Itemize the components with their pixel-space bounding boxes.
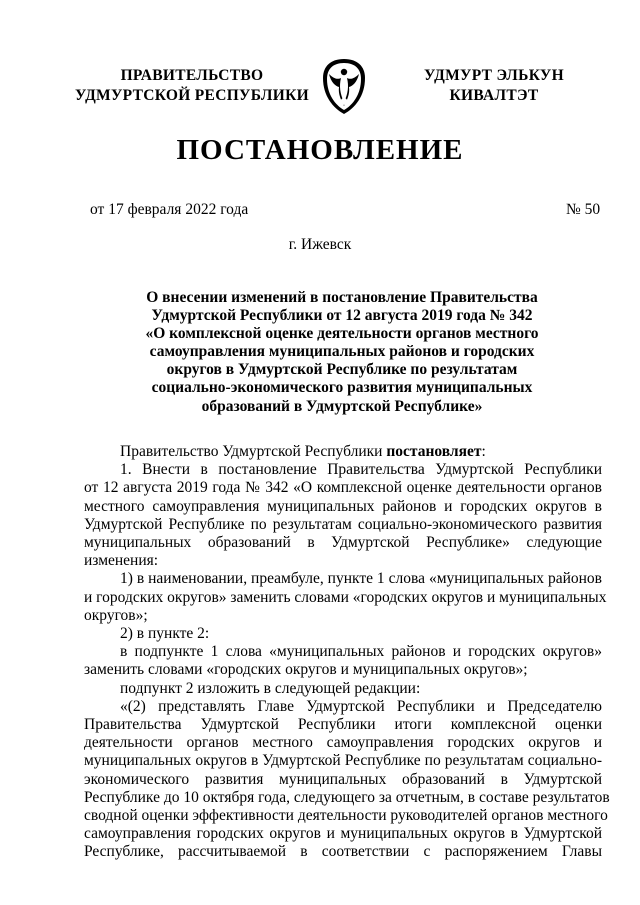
body-line: сводной оценки эффективности деятельности руководителей органов местного — [84, 807, 608, 825]
document-title: ПОСТАНОВЛЕНИЕ — [176, 134, 464, 166]
body-line: Республике, рассчитываемой в соответствии с распоряжением Главы — [84, 843, 602, 861]
body-line: округов»; — [84, 606, 148, 624]
subject-line: округов в Удмуртской Республике по результатам — [166, 361, 518, 379]
body-line: муниципальных округов в Удмуртской Республике по результатам социально- — [84, 752, 602, 770]
body-line: от 12 августа 2019 года № 342 «О комплексной оценке деятельности органов — [84, 479, 602, 497]
body-line: 2) в пункте 2: — [120, 625, 210, 643]
header-left — [70, 66, 314, 106]
subject-line: образований в Удмуртской Республике» — [201, 397, 483, 415]
body-line: муниципальных образований в Удмуртской Республике» следующие — [84, 534, 602, 552]
body-line: Удмуртской Республике по результатам социально-экономического развития — [84, 515, 602, 533]
subject-line: О внесении изменений в постановление Правительства — [146, 289, 538, 306]
intro-line — [84, 443, 602, 461]
subject-line: «О комплексной оценке деятельности органов местного — [145, 325, 539, 343]
subject-line: самоуправления муниципальных районов и городских — [149, 343, 535, 361]
body-line: «(2) представлять Главе Удмуртской Республики и Председателю — [120, 697, 602, 715]
body-line: Правительства Удмуртской Республики итоги комплексной оценки — [84, 716, 602, 734]
subject-line: Удмуртской Республики от 12 августа 2019 года № 342 — [151, 307, 533, 325]
document-date: от 17 февраля 2022 года — [90, 201, 249, 218]
body-line: Республике до 10 октября года, следующего за отчетным, в составе результатов — [84, 788, 610, 806]
intro-prefix: Правительство Удмуртской Республики — [120, 443, 387, 460]
document-subject — [120, 289, 564, 416]
body-line: самоуправления городских округов и муниципальных округов в Удмуртской — [84, 825, 602, 843]
body-line: местного самоуправления муниципальных районов и городских округов в — [84, 497, 602, 515]
body-line: деятельности органов местного самоуправления городских округов и — [84, 734, 602, 752]
intro-bold: постановляет — [386, 443, 482, 460]
intro-suffix: : — [481, 443, 486, 460]
subject-line: социально-экономического развития муниципальных — [151, 379, 533, 397]
document-number: № 50 — [566, 201, 601, 218]
document-city: г. Ижевск — [288, 236, 352, 253]
body-line: 1. Внести в постановление Правительства Удмуртской Республики — [120, 461, 602, 479]
body-line: заменить словами «городских округов и муниципальных округов»; — [84, 661, 528, 679]
header-right-line-1: УДМУРТ ЭЛЬКУН — [424, 67, 564, 84]
body-line: и городских округов» заменить словами «городских округов и муниципальных — [84, 588, 607, 606]
body-line: 1) в наименовании, преамбуле, пункте 1 слова «муниципальных районов — [120, 570, 602, 588]
document-body — [84, 443, 610, 862]
udmurt-coat-of-arms-icon — [319, 56, 369, 116]
header-right-line-2: КИВАЛТЭТ — [449, 87, 539, 104]
body-line: подпункт 2 изложить в следующей редакции: — [120, 679, 421, 697]
body-line: изменения: — [84, 552, 159, 570]
body-line: экономического развития муниципальных образований в Удмуртской — [84, 770, 602, 788]
body-line: в подпункте 1 слова «муниципальных районов и городских округов» — [120, 643, 602, 661]
header-right — [384, 66, 604, 106]
header-left-line-2: УДМУРТСКОЙ РЕСПУБЛИКИ — [74, 87, 309, 104]
header-left-line-1: ПРАВИТЕЛЬСТВО — [120, 67, 264, 84]
